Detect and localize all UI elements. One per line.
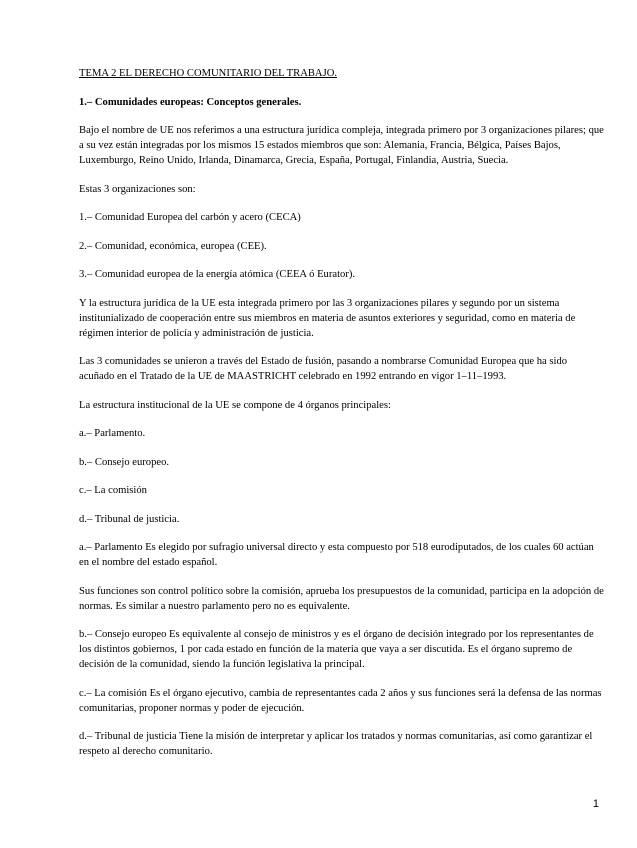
section-heading: 1.– Comunidades europeas: Conceptos generales. <box>79 96 302 108</box>
paragraph-fusion: Las 3 comunidades se unieron a través del Estado de fusión, pasando a nombrarse Comunidad Europea que ha sido acuñado en el Tratado de la UE de MAASTRICHT celebrado en 1992 entrando en vigor 1–11–1993. <box>79 356 568 382</box>
list-item-ceea: 3.– Comunidad europea de la energía atómica (CEEA ó Eurator). <box>79 269 356 280</box>
list-item-comision: c.– La comisión <box>79 485 147 496</box>
paragraph-parlamento-functions: Sus funciones son control político sobre la comisión, aprueba los presupuestos de la comunidad, participa en la adopción de normas. Es similar a nuestro parlamento pero no es equivalente. <box>79 585 604 612</box>
page-number: 1 <box>592 798 599 810</box>
list-item-ceca: 1.– Comunidad Europea del carbón y acero (CECA) <box>79 212 301 223</box>
paragraph-parlamento: a.– Parlamento Es elegido por sufragio universal directo y esta compuesto por 518 eurodiputados, de los cuales 60 actúan en el nombre del estado español. <box>79 542 594 568</box>
paragraph-legal-structure: Y la estructura jurídica de la UE esta integrada primero por las 3 organizaciones pilares y segundo por un sistema institunializado de cooperación entre sus miembros en materia de asuntos exteriores y seguridad, como en materia de régimen interior de policía y administración de justicia. <box>79 297 576 339</box>
list-item-parlamento: a.– Parlamento. <box>79 428 146 439</box>
document-title: TEMA 2 EL DERECHO COMUNITARIO DEL TRABAJO. <box>79 68 338 79</box>
paragraph-institutional-structure: La estructura institucional de la UE se compone de 4 órganos principales: <box>79 399 391 411</box>
list-item-tribunal: d.– Tribunal de justicia. <box>79 513 180 525</box>
paragraph-tribunal: d.– Tribunal de justicia Tiene la misión de interpretar y aplicar los tratados y normas comunitarias, así como garantizar el respeto al derecho comunitario. <box>79 731 593 757</box>
paragraph-comision: c.– La comisión Es el órgano ejecutivo, cambia de representantes cada 2 años y sus funciones será la defensa de las normas comunitarias, proponer normas y poder de ejecución. <box>79 687 602 714</box>
paragraph-consejo: b.– Consejo europeo Es equivalente al consejo de ministros y es el órgano de decisión integrado por los representantes de los distintos gobiernos, 1 por cada estado en función de la materia que vaya a ser discutida. Es el órgano supremo de decisión de la comunidad, siendo la función legislativa la principal. <box>79 629 594 670</box>
list-item-cee: 2.– Comunidad, económica, europea (CEE). <box>79 240 267 252</box>
paragraph-organizations-intro: Estas 3 organizaciones son: <box>79 183 196 195</box>
list-item-consejo: b.– Consejo europeo. <box>79 456 170 468</box>
document-page <box>79 66 604 773</box>
paragraph-intro: Bajo el nombre de UE nos referimos a una estructura jurídica compleja, integrada primero por 3 organizaciones pilares; que a su vez están integradas por los mismos 15 estados miembros que son: Alemania, Francia, Bélgica, Países Bajos, Luxemburgo, Reino Unido, Irlanda, Dinamarca, Grecia, España, Portugal, Finlandia, Austria, Suecia. <box>79 125 604 166</box>
